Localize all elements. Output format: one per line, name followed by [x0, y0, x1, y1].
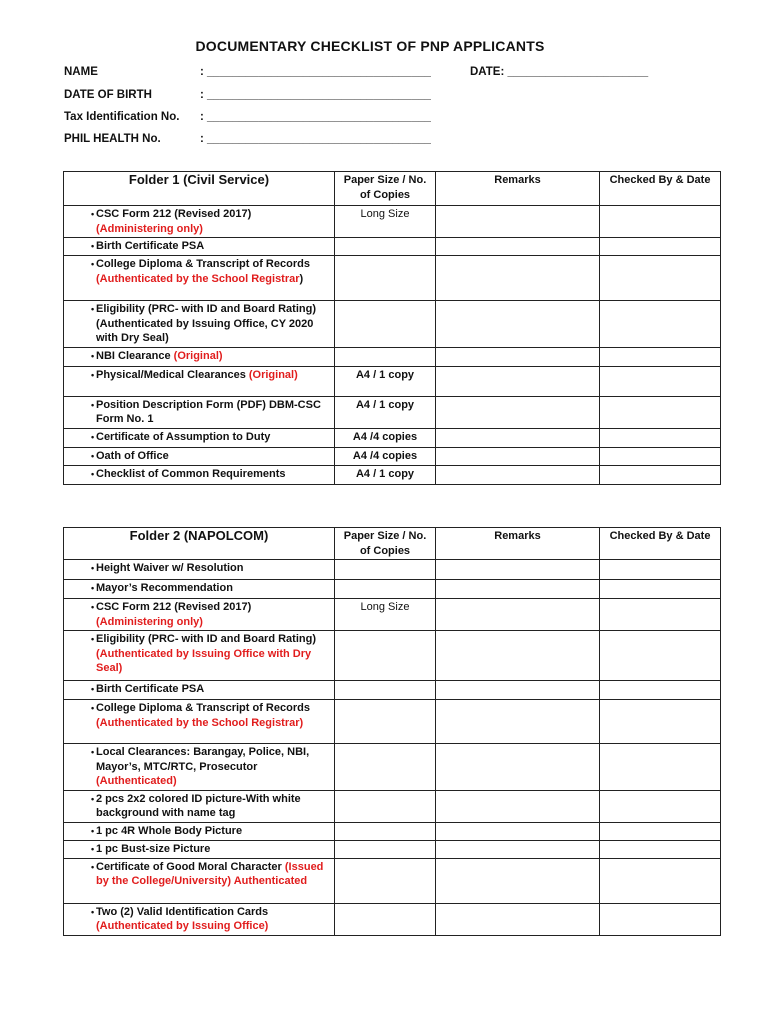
remarks-cell[interactable] [436, 903, 600, 935]
remarks-cell[interactable] [436, 428, 600, 447]
paper-size-cell [335, 599, 436, 631]
checked-by-cell[interactable] [600, 238, 721, 256]
checked-by-cell[interactable] [600, 396, 721, 428]
remarks-cell[interactable] [436, 238, 600, 256]
paper-size-header: Paper Size / No. of Copies [335, 172, 436, 206]
paper-size-cell [335, 560, 436, 580]
requirement-label: Birth Certificate PSA [96, 240, 205, 252]
paper-size-value: Long Size [360, 601, 410, 613]
requirement-text [96, 824, 330, 839]
checklist-row [64, 465, 721, 484]
folder2-table [63, 527, 721, 936]
requirement-label: Eligibility (PRC- with ID and Board Rating) [96, 633, 316, 645]
remarks-cell[interactable] [436, 447, 600, 465]
requirement-cell [64, 822, 335, 840]
paper-size-cell [335, 206, 436, 238]
checklist-row [64, 840, 721, 858]
requirement-label: CSC Form 212 (Revised 2017) [96, 208, 252, 220]
folder1-title: Folder 1 (Civil Service) [64, 172, 335, 206]
requirement-text [96, 349, 330, 364]
bullet-icon: • [91, 431, 95, 442]
checked-by-cell[interactable] [600, 580, 721, 599]
checked-by-cell[interactable] [600, 347, 721, 366]
date-line[interactable]: ______________________ [507, 66, 649, 78]
requirement-text [96, 398, 330, 427]
requirement-label: Oath of Office [96, 449, 169, 462]
requirement-cell [64, 681, 335, 700]
paper-size-cell [335, 396, 436, 428]
requirement-text [96, 368, 330, 383]
checklist-row [64, 301, 721, 348]
checklist-row [64, 256, 721, 301]
requirement-cell [64, 256, 335, 301]
paper-size-value: Long Size [360, 208, 410, 220]
checklist-row [64, 822, 721, 840]
checklist-row [64, 681, 721, 700]
requirement-label: Height Waiver w/ Resolution [96, 562, 244, 574]
bullet-icon: • [91, 861, 95, 872]
requirement-cell [64, 744, 335, 791]
checked-by-cell[interactable] [600, 447, 721, 465]
checklist-row [64, 396, 721, 428]
paper-size-cell [335, 428, 436, 447]
remarks-cell[interactable] [436, 631, 600, 681]
bullet-icon: • [91, 583, 95, 593]
checked-by-cell[interactable] [600, 428, 721, 447]
field-philhealth [64, 133, 431, 145]
requirement-label: Two (2) Valid Identification Cards [96, 905, 269, 918]
paper-size-cell [335, 822, 436, 840]
checklist-row [64, 744, 721, 791]
requirement-label: 2 pcs 2x2 colored ID picture-With white background with name tag [96, 792, 301, 819]
bullet-icon: • [91, 634, 95, 644]
field-label: NAME [64, 66, 98, 78]
bullet-icon: • [91, 703, 95, 713]
paper-size-header: Paper Size / No. of Copies [335, 528, 436, 560]
requirement-cell [64, 790, 335, 822]
requirement-cell [64, 447, 335, 465]
requirement-text [96, 745, 330, 789]
requirement-cell [64, 599, 335, 631]
checklist-row [64, 790, 721, 822]
remarks-cell[interactable] [436, 301, 600, 348]
field-label: Tax Identification No. [64, 111, 180, 123]
requirement-cell [64, 301, 335, 348]
checklist-row [64, 700, 721, 744]
requirement-cell [64, 396, 335, 428]
requirement-note: (Original) [248, 368, 298, 381]
checked-by-header: Checked By & Date [600, 528, 721, 560]
requirement-label: Checklist of Common Requirements [96, 467, 286, 480]
checked-by-cell[interactable] [600, 822, 721, 840]
checked-by-cell[interactable] [600, 256, 721, 301]
folder2-title: Folder 2 (NAPOLCOM) [64, 528, 335, 560]
remarks-cell[interactable] [436, 396, 600, 428]
requirement-text [96, 561, 330, 576]
paper-size-cell [335, 447, 436, 465]
bullet-icon: • [91, 399, 95, 410]
requirement-label: 1 pc Bust-size Picture [96, 842, 211, 855]
requirement-label: Eligibility (PRC- with ID and Board Rating)(Authenticated by Issuing Office, CY 2020 with Dry Seal) [96, 303, 316, 344]
field-line[interactable]: : ___________________________________ [200, 89, 431, 101]
requirement-cell [64, 238, 335, 256]
remarks-header: Remarks [436, 172, 600, 206]
requirement-text [96, 600, 330, 629]
requirement-cell [64, 700, 335, 744]
checked-by-cell[interactable] [600, 560, 721, 580]
checklist-row [64, 903, 721, 935]
requirement-text [96, 860, 330, 889]
field-name [64, 66, 431, 78]
bullet-icon: • [91, 747, 95, 757]
requirement-note: (Authenticated by Issuing Office with Dry Seal) [96, 647, 312, 674]
requirement-text [96, 842, 330, 857]
requirement-text [96, 682, 330, 697]
remarks-cell[interactable] [436, 599, 600, 631]
requirement-text [96, 467, 330, 482]
requirement-label: Mayor’s Recommendation [96, 582, 233, 594]
paper-size-cell [335, 301, 436, 348]
remarks-cell[interactable] [436, 744, 600, 791]
paper-size-value: A4 / 1 copy [355, 398, 415, 411]
requirement-note: (Authenticated) [96, 775, 177, 787]
bullet-icon: • [91, 684, 95, 694]
checked-by-cell[interactable] [600, 744, 721, 791]
remarks-cell[interactable] [436, 256, 600, 301]
requirement-text [96, 792, 330, 821]
requirement-label: College Diploma & Transcript of Records [96, 258, 310, 270]
requirement-label: Physical/Medical Clearances [96, 368, 246, 381]
checked-by-cell[interactable] [600, 631, 721, 681]
checklist-row [64, 858, 721, 903]
requirement-cell [64, 903, 335, 935]
requirement-text [96, 239, 330, 254]
remarks-cell[interactable] [436, 465, 600, 484]
field-date-of-birth [64, 89, 431, 101]
checklist-row [64, 560, 721, 580]
bullet-icon: • [91, 369, 95, 380]
requirement-text [96, 701, 330, 730]
requirement-label: Certificate of Assumption to Duty [96, 430, 271, 443]
date-label: DATE: [470, 66, 505, 78]
requirement-note: (Original) [173, 349, 223, 362]
checklist-row [64, 447, 721, 465]
document-title: DOCUMENTARY CHECKLIST OF PNP APPLICANTS [195, 38, 545, 54]
remarks-cell[interactable] [436, 790, 600, 822]
requirement-cell [64, 347, 335, 366]
requirement-text [96, 632, 330, 676]
requirement-text [96, 302, 330, 346]
requirement-note: (Authenticated by Issuing Office) [96, 920, 269, 932]
paper-size-cell [335, 790, 436, 822]
bullet-icon: • [91, 468, 95, 479]
paper-size-cell [335, 858, 436, 903]
remarks-header: Remarks [436, 528, 600, 560]
remarks-cell[interactable] [436, 206, 600, 238]
requirement-text [96, 257, 330, 286]
requirement-label: Birth Certificate PSA [96, 683, 205, 695]
paper-size-cell [335, 238, 436, 256]
requirement-label: NBI Clearance [96, 349, 171, 362]
bullet-icon: • [91, 602, 95, 612]
requirement-cell [64, 428, 335, 447]
paper-size-value: A4 / 1 copy [355, 467, 415, 480]
bullet-icon: • [91, 304, 95, 314]
remarks-cell[interactable] [436, 840, 600, 858]
requirement-text [96, 449, 330, 464]
bullet-icon: • [91, 241, 95, 251]
folder1-table [63, 171, 721, 485]
requirement-cell [64, 858, 335, 903]
requirement-note: (Administering only) [96, 615, 203, 628]
paper-size-cell [335, 347, 436, 366]
requirement-cell [64, 206, 335, 238]
bullet-icon: • [91, 350, 95, 361]
requirement-label: College Diploma & Transcript of Records [96, 702, 310, 714]
bullet-icon: • [91, 450, 95, 461]
checked-by-cell[interactable] [600, 465, 721, 484]
paper-size-cell [335, 256, 436, 301]
checked-by-cell[interactable] [600, 301, 721, 348]
requirement-note: (Authenticated by the School Registrar) [96, 716, 304, 729]
requirement-label: Local Clearances: Barangay, Police, NBI, Mayor’s, MTC/RTC, Prosecutor [96, 746, 310, 773]
requirement-cell [64, 560, 335, 580]
requirement-label: 1 pc 4R Whole Body Picture [96, 824, 243, 837]
remarks-cell[interactable] [436, 700, 600, 744]
checked-by-cell[interactable] [600, 366, 721, 396]
requirement-label: CSC Form 212 (Revised 2017) [96, 601, 252, 613]
bullet-icon: • [91, 209, 95, 219]
checked-by-cell[interactable] [600, 206, 721, 238]
bullet-icon: • [91, 563, 95, 573]
requirement-text [96, 581, 330, 596]
checked-by-header: Checked By & Date [600, 172, 721, 206]
field-label: DATE OF BIRTH [64, 89, 152, 101]
checklist-row [64, 428, 721, 447]
field-tin [64, 111, 431, 123]
paper-size-cell [335, 840, 436, 858]
paper-size-cell [335, 681, 436, 700]
checklist-row [64, 206, 721, 238]
remarks-cell[interactable] [436, 822, 600, 840]
requirement-label: Position Description Form (PDF) DBM-CSC Form No. 1 [96, 398, 321, 425]
requirement-suffix: ) [299, 272, 304, 285]
field-line[interactable]: : ___________________________________ [200, 111, 431, 123]
checked-by-cell[interactable] [600, 700, 721, 744]
checked-by-cell[interactable] [600, 681, 721, 700]
checklist-row [64, 347, 721, 366]
paper-size-cell [335, 465, 436, 484]
checked-by-cell[interactable] [600, 840, 721, 858]
bullet-icon: • [91, 259, 95, 269]
paper-size-cell [335, 903, 436, 935]
checklist-row [64, 238, 721, 256]
paper-size-cell [335, 580, 436, 599]
checklist-row [64, 366, 721, 396]
requirement-note: (Authenticated by the School Registrar [96, 272, 300, 285]
field-date [470, 66, 648, 78]
requirement-text [96, 430, 330, 445]
paper-size-value: A4 /4 copies [352, 430, 418, 443]
bullet-icon: • [91, 825, 95, 836]
checked-by-cell[interactable] [600, 858, 721, 903]
requirement-note: (Administering only) [96, 222, 203, 235]
remarks-cell[interactable] [436, 347, 600, 366]
checked-by-cell[interactable] [600, 903, 721, 935]
requirement-cell [64, 840, 335, 858]
paper-size-cell [335, 700, 436, 744]
requirement-cell [64, 465, 335, 484]
remarks-cell[interactable] [436, 580, 600, 599]
bullet-icon: • [91, 843, 95, 854]
requirement-note: (Issued by the College/University) Authenticated [96, 860, 324, 887]
checked-by-cell[interactable] [600, 599, 721, 631]
checklist-row [64, 631, 721, 681]
paper-size-cell [335, 744, 436, 791]
paper-size-cell [335, 366, 436, 396]
checklist-row [64, 599, 721, 631]
remarks-cell[interactable] [436, 858, 600, 903]
paper-size-value: A4 /4 copies [352, 449, 418, 462]
field-line[interactable]: : ___________________________________ [200, 133, 431, 145]
checked-by-cell[interactable] [600, 790, 721, 822]
bullet-icon: • [91, 793, 95, 804]
requirement-text [96, 207, 330, 236]
checklist-row [64, 580, 721, 599]
field-label: PHIL HEALTH No. [64, 133, 161, 145]
requirement-text [96, 905, 330, 934]
requirement-cell [64, 366, 335, 396]
remarks-cell[interactable] [436, 681, 600, 700]
field-line[interactable]: : ___________________________________ [200, 66, 431, 78]
paper-size-cell [335, 631, 436, 681]
requirement-cell [64, 631, 335, 681]
bullet-icon: • [91, 906, 95, 917]
remarks-cell[interactable] [436, 560, 600, 580]
paper-size-value: A4 / 1 copy [355, 368, 415, 381]
remarks-cell[interactable] [436, 366, 600, 396]
requirement-label: Certificate of Good Moral Character [96, 860, 282, 873]
requirement-cell [64, 580, 335, 599]
